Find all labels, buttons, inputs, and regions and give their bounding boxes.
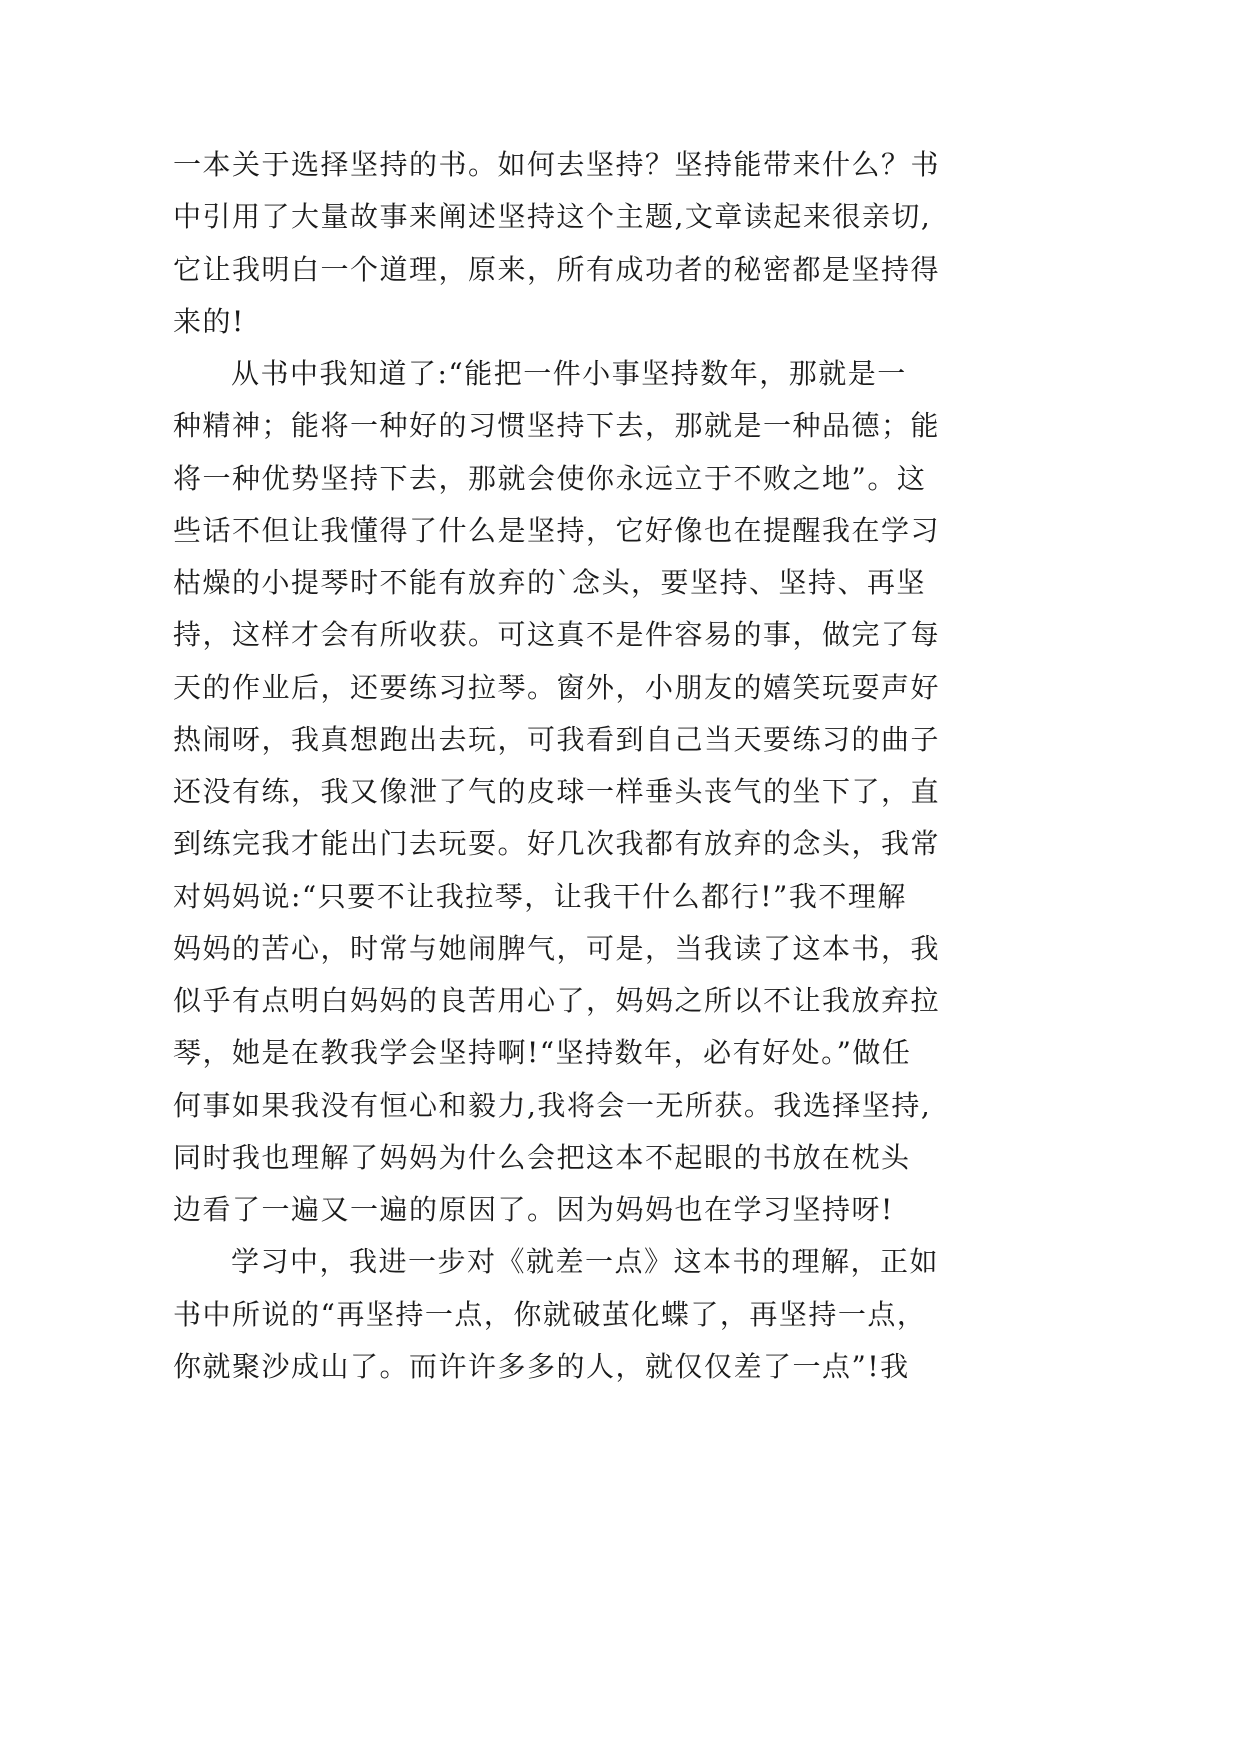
text-line: 持，这样才会有所收获。可这真不是件容易的事，做完了每 [173,618,941,652]
text-line: 到练完我才能出门去玩耍。好几次我都有放弃的念头，我常 [173,827,941,861]
text-line: 它让我明白一个道理，原来，所有成功者的秘密都是坚持得 [173,252,941,286]
text-line: 从书中我知道了:“能把一件小事坚持数年，那就是一 [231,357,907,390]
text-line: 对妈妈说:“只要不让我拉琴，让我干什么都行!”我不理解 [173,879,907,913]
paragraph-2 [173,348,993,1236]
text-line: 书中所说的“再坚持一点，你就破茧化蝶了，再坚持一点， [173,1297,927,1331]
text-line: 何事如果我没有恒心和毅力,我将会一无所获。我选择坚持, [173,1088,932,1122]
text-line: 些话不但让我懂得了什么是坚持，它好像也在提醒我在学习 [173,513,941,547]
text-line: 琴，她是在教我学会坚持啊!“坚持数年，必有好处。”做任 [173,1036,912,1070]
text-line: 枯燥的小提琴时不能有放弃的`念头，要坚持、坚持、再坚 [173,566,927,599]
body-text [173,139,993,1393]
text-line: 妈妈的苦心，时常与她闹脾气，可是，当我读了这本书，我 [173,931,941,965]
text-line: 边看了一遍又一遍的原因了。因为妈妈也在学习坚持呀! [173,1193,894,1226]
text-line: 似乎有点明白妈妈的良苦用心了，妈妈之所以不让我放弃拉 [173,984,941,1017]
text-line: 学习中，我进一步对《就差一点》这本书的理解，正如 [231,1245,940,1279]
text-line: 热闹呀，我真想跑出去玩，可我看到自己当天要练习的曲子 [173,722,941,756]
paragraph-1 [173,139,993,348]
text-line: 还没有练，我又像泄了气的皮球一样垂头丧气的坐下了，直 [173,775,941,808]
text-line: 天的作业后，还要练习拉琴。窗外，小朋友的嬉笑玩耍声好 [173,670,941,704]
text-line: 中引用了大量故事来阐述坚持这个主题,文章读起来很亲切, [173,200,932,234]
text-line: 同时我也理解了妈妈为什么会把这本不起眼的书放在枕头 [173,1140,911,1174]
text-line: 种精神；能将一种好的习惯坚持下去，那就是一种品德；能 [173,409,941,443]
text-line: 一本关于选择坚持的书。如何去坚持？坚持能带来什么？书 [173,148,941,181]
text-line: 将一种优势坚持下去，那就会使你永远立于不败之地”。这 [173,461,927,495]
text-line: 来的! [173,304,245,338]
paragraph-3 [173,1236,993,1393]
text-line: 你就聚沙成山了。而许许多多的人，就仅仅差了一点”!我 [173,1349,910,1383]
